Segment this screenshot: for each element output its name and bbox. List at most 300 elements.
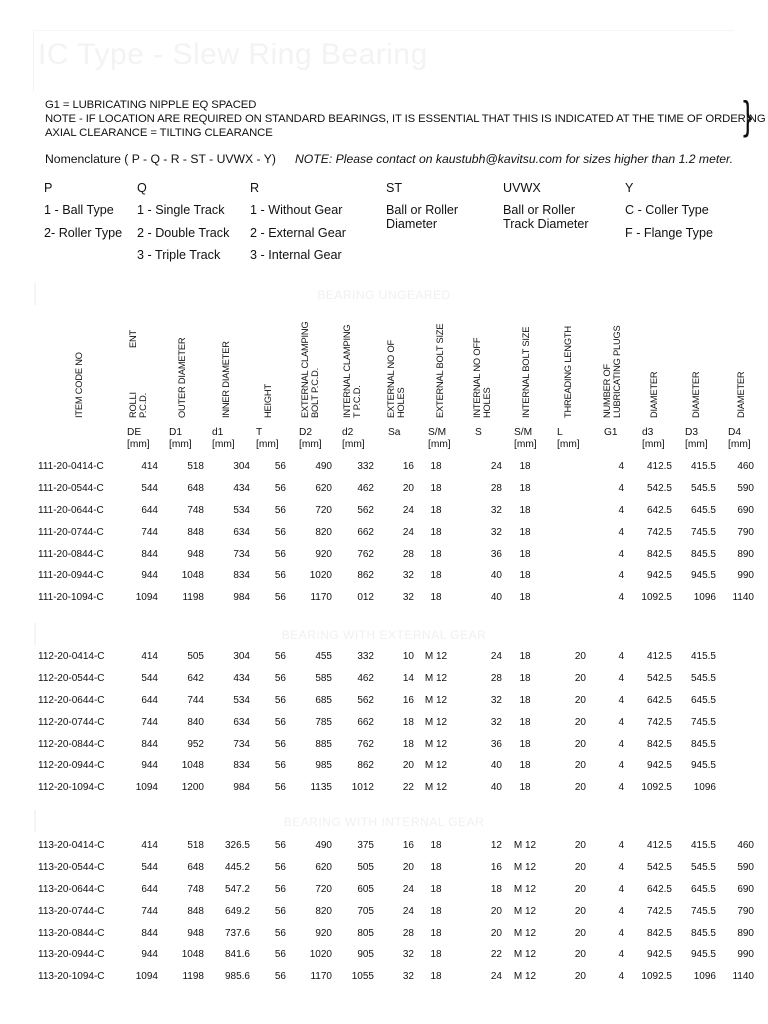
cell-ext-holes: 16 xyxy=(402,840,414,852)
cell-thread-length: 20 xyxy=(574,840,586,852)
cell-outer-diameter: 840 xyxy=(187,716,204,728)
cell-rolling-pcd: 644 xyxy=(141,883,158,895)
cell-thread-length: 20 xyxy=(574,971,586,983)
cell-ext-holes: 28 xyxy=(402,927,414,939)
cell-ext-bolt: 18 xyxy=(430,927,442,939)
cell-outer-diameter: 744 xyxy=(187,694,204,706)
unit-g1: G1 xyxy=(604,427,618,438)
cell-int-holes: 40 xyxy=(490,570,502,582)
cell-int-clamp-pcd: 1012 xyxy=(351,782,374,794)
table-row xyxy=(38,835,756,857)
cell-lub-plugs: 4 xyxy=(618,971,624,983)
cell-rolling-pcd: 414 xyxy=(141,651,158,663)
table-row xyxy=(38,922,756,944)
header-lub-2: LUBRICATING PLUGS xyxy=(612,325,622,418)
cell-ext-clamp-pcd: 1135 xyxy=(310,782,332,794)
cell-D4 xyxy=(718,711,756,733)
cell-lub-plugs: 4 xyxy=(618,905,624,917)
section-title-internal-gear: BEARING WITH INTERNAL GEAR xyxy=(283,815,485,829)
cell-height: 56 xyxy=(274,483,286,495)
cell-int-bolt: M 12 xyxy=(513,905,537,917)
cell-inner-diameter: 445.2 xyxy=(224,862,250,874)
cell-D3: 545.5 xyxy=(690,862,716,874)
cell-inner-diameter: 634 xyxy=(233,716,250,728)
header-ext-clamp-2: BOLT P.C.D. xyxy=(310,368,320,418)
cell-ext-bolt: 18 xyxy=(430,862,442,874)
cell-ext-clamp-pcd: 820 xyxy=(315,905,332,917)
cell-thread-length xyxy=(548,456,586,478)
unit-l: L [mm] xyxy=(557,427,580,450)
cell-int-clamp-pcd: 1055 xyxy=(351,971,374,983)
cell-inner-diameter: 304 xyxy=(233,651,250,663)
cell-rolling-pcd: 544 xyxy=(141,483,158,495)
cell-int-bolt: 18 xyxy=(519,760,531,772)
cell-inner-diameter: 434 xyxy=(233,673,250,685)
cell-ext-clamp-pcd: 685 xyxy=(315,694,332,706)
cell-int-bolt: 18 xyxy=(519,526,531,538)
header-int-clamp-1: INTERNAL CLAMPING xyxy=(342,324,352,418)
cell-ext-clamp-pcd: 1170 xyxy=(310,971,332,983)
cell-D3: 945.5 xyxy=(690,760,716,772)
cell-D3: 415.5 xyxy=(690,651,716,663)
code-item: 3 - Internal Gear xyxy=(250,248,342,262)
cell-ext-clamp-pcd: 455 xyxy=(315,651,332,663)
cell-thread-length: 20 xyxy=(574,927,586,939)
cell-D3: 1096 xyxy=(693,782,716,794)
code-col-p xyxy=(44,181,139,248)
cell-int-clamp-pcd: 705 xyxy=(357,905,374,917)
unit-D4: D4 [mm] xyxy=(728,427,751,450)
cell-outer-diameter: 1198 xyxy=(182,971,204,983)
cell-inner-diameter: 737.6 xyxy=(224,927,250,939)
cell-outer-diameter: 748 xyxy=(187,883,204,895)
cell-item-code: 112-20-0544-C xyxy=(38,673,105,685)
cell-rolling-pcd: 944 xyxy=(141,570,158,582)
cell-lub-plugs: 4 xyxy=(618,570,624,582)
header-item-code: ITEM CODE NO xyxy=(74,352,84,418)
table-row xyxy=(38,543,756,565)
cell-lub-plugs: 4 xyxy=(618,483,624,495)
cell-int-holes: 24 xyxy=(490,461,502,473)
cell-D4: 790 xyxy=(737,905,754,917)
table-row xyxy=(38,879,756,901)
header-rolling-c: P.C.D. xyxy=(138,393,148,418)
cell-d3: 942.5 xyxy=(646,570,672,582)
table-row xyxy=(38,456,756,478)
cell-ext-clamp-pcd: 820 xyxy=(315,526,332,538)
cell-D4: 460 xyxy=(737,840,754,852)
cell-int-holes: 32 xyxy=(490,504,502,516)
cell-d3: 642.5 xyxy=(646,883,672,895)
table-row xyxy=(38,668,756,690)
cell-D3: 1096 xyxy=(693,971,716,983)
cell-item-code: 111-20-1094-C xyxy=(38,592,104,604)
cell-lub-plugs: 4 xyxy=(618,782,624,794)
cell-ext-holes: 24 xyxy=(402,504,414,516)
cell-d3: 842.5 xyxy=(646,548,672,560)
cell-outer-diameter: 1048 xyxy=(181,570,204,582)
cell-ext-clamp-pcd: 985 xyxy=(315,760,332,772)
cell-lub-plugs: 4 xyxy=(618,461,624,473)
cell-int-holes: 40 xyxy=(490,782,502,794)
cell-inner-diameter: 734 xyxy=(233,738,250,750)
cell-height: 56 xyxy=(274,651,286,663)
cell-rolling-pcd: 844 xyxy=(141,548,158,560)
cell-thread-length: 20 xyxy=(574,738,586,750)
cell-D3: 845.5 xyxy=(690,738,716,750)
cell-int-bolt: 18 xyxy=(519,461,531,473)
table-row xyxy=(38,646,756,668)
cell-D3: 645.5 xyxy=(690,883,716,895)
cell-int-holes: 32 xyxy=(490,716,502,728)
unit-d1-inner: d1 [mm] xyxy=(212,427,235,450)
cell-height: 56 xyxy=(274,905,286,917)
table-row xyxy=(38,521,756,543)
table-row xyxy=(38,966,756,988)
cell-D4: 590 xyxy=(737,862,754,874)
cell-int-clamp-pcd: 562 xyxy=(357,504,374,516)
header-int-bolt: INTERNAL BOLT SIZE xyxy=(521,326,531,418)
cell-d3: 842.5 xyxy=(646,927,672,939)
cell-D4 xyxy=(718,733,756,755)
cell-ext-bolt: 18 xyxy=(430,840,442,852)
cell-int-holes: 28 xyxy=(490,673,502,685)
cell-int-holes: 18 xyxy=(490,883,502,895)
cell-inner-diameter: 326.5 xyxy=(224,840,250,852)
unit-d2-int: d2 [mm] xyxy=(342,427,365,450)
cell-D3: 1096 xyxy=(693,592,716,604)
header-int-holes-2: HOLES xyxy=(482,387,492,418)
cell-thread-length: 20 xyxy=(574,694,586,706)
cell-height: 56 xyxy=(274,461,286,473)
code-head: R xyxy=(250,181,260,195)
cell-d3: 742.5 xyxy=(646,716,672,728)
cell-int-bolt: 18 xyxy=(519,651,531,663)
cell-int-clamp-pcd: 905 xyxy=(357,949,374,961)
unit-sm-int: S/M [mm] xyxy=(514,427,537,450)
code-col-uvwx xyxy=(503,181,603,231)
cell-ext-bolt: M 12 xyxy=(424,694,448,706)
cell-item-code: 113-20-0744-C xyxy=(38,905,105,917)
cell-item-code: 113-20-0414-C xyxy=(38,840,105,852)
cell-lub-plugs: 4 xyxy=(618,862,624,874)
code-col-st xyxy=(386,181,481,231)
cell-rolling-pcd: 1094 xyxy=(135,592,158,604)
cell-int-bolt: M 12 xyxy=(513,862,537,874)
cell-D3: 545.5 xyxy=(690,483,716,495)
unit-de: DE [mm] xyxy=(127,427,150,450)
cell-int-clamp-pcd: 332 xyxy=(357,461,374,473)
cell-thread-length: 20 xyxy=(574,782,586,794)
table-row xyxy=(38,690,756,712)
header-ext-bolt: EXTERNAL BOLT SIZE xyxy=(435,323,445,418)
cell-outer-diameter: 948 xyxy=(187,548,204,560)
cell-item-code: 113-20-0644-C xyxy=(38,883,105,895)
table-row xyxy=(38,944,756,966)
cell-int-bolt: M 12 xyxy=(513,971,537,983)
unit-D3: D3 [mm] xyxy=(685,427,708,450)
code-item: 3 - Triple Track xyxy=(137,248,221,262)
cell-outer-diameter: 518 xyxy=(187,840,204,852)
cell-lub-plugs: 4 xyxy=(618,949,624,961)
cell-ext-bolt: 18 xyxy=(430,905,442,917)
cell-inner-diameter: 985.6 xyxy=(224,971,250,983)
cell-d3: 542.5 xyxy=(646,673,672,685)
code-item: 2 - External Gear xyxy=(250,225,346,240)
cell-lub-plugs: 4 xyxy=(618,760,624,772)
cell-D4 xyxy=(718,646,756,668)
cell-item-code: 113-20-0544-C xyxy=(38,862,105,874)
cell-ext-holes: 28 xyxy=(402,548,414,560)
cell-outer-diameter: 848 xyxy=(187,526,204,538)
cell-ext-bolt: 18 xyxy=(430,949,442,961)
cell-int-holes: 20 xyxy=(490,927,502,939)
cell-rolling-pcd: 1094 xyxy=(135,782,158,794)
cell-rolling-pcd: 744 xyxy=(141,905,158,917)
cell-int-clamp-pcd: 332 xyxy=(357,651,374,663)
code-head: Y xyxy=(625,181,634,195)
cell-int-holes: 16 xyxy=(490,862,502,874)
cell-ext-holes: 20 xyxy=(402,483,414,495)
header-rolling-b: ROLLI xyxy=(128,392,138,418)
note-lubricating: G1 = LUBRICATING NIPPLE EQ SPACED xyxy=(45,99,257,111)
cell-item-code: 111-20-0744-C xyxy=(38,526,104,538)
cell-D4: 990 xyxy=(737,949,754,961)
cell-inner-diameter: 649.2 xyxy=(224,905,250,917)
cell-item-code: 112-20-0944-C xyxy=(38,760,105,772)
header-lub-1: NUMBER OF xyxy=(602,364,612,418)
unit-s: S xyxy=(475,427,482,438)
cell-rolling-pcd: 1094 xyxy=(135,971,158,983)
cell-height: 56 xyxy=(274,760,286,772)
unit-sm-ext: S/M [mm] xyxy=(428,427,451,450)
cell-ext-holes: 20 xyxy=(402,862,414,874)
cell-ext-holes: 24 xyxy=(402,905,414,917)
cell-ext-bolt: M 12 xyxy=(424,782,448,794)
cell-ext-clamp-pcd: 490 xyxy=(315,840,332,852)
cell-lub-plugs: 4 xyxy=(618,738,624,750)
cell-ext-holes: 18 xyxy=(402,738,414,750)
cell-D4: 890 xyxy=(737,548,754,560)
cell-int-clamp-pcd: 862 xyxy=(357,760,374,772)
code-head: ST xyxy=(386,181,403,195)
table-row xyxy=(38,711,756,733)
header-D3: DIAMETER xyxy=(691,371,701,418)
unit-t: T [mm] xyxy=(256,427,279,450)
cell-D3: 945.5 xyxy=(690,570,716,582)
cell-D4: 690 xyxy=(737,883,754,895)
cell-thread-length: 20 xyxy=(574,760,586,772)
header-rolling-a: ENT xyxy=(128,330,138,348)
cell-D3: 545.5 xyxy=(690,673,716,685)
cell-int-clamp-pcd: 862 xyxy=(357,570,374,582)
cell-int-holes: 32 xyxy=(490,694,502,706)
cell-int-clamp-pcd: 012 xyxy=(357,592,374,604)
cell-ext-holes: 32 xyxy=(402,971,414,983)
cell-ext-bolt: 18 xyxy=(430,592,442,604)
cell-height: 56 xyxy=(274,570,286,582)
cell-D4 xyxy=(718,755,756,777)
cell-height: 56 xyxy=(274,738,286,750)
page-title: IC Type - Slew Ring Bearing xyxy=(38,38,428,71)
cell-d3: 642.5 xyxy=(646,504,672,516)
cell-ext-clamp-pcd: 1170 xyxy=(310,592,332,604)
cell-int-clamp-pcd: 562 xyxy=(357,694,374,706)
unit-d3: d3 [mm] xyxy=(642,427,665,450)
cell-D4: 590 xyxy=(737,483,754,495)
cell-d3: 412.5 xyxy=(646,840,672,852)
cell-thread-length: 20 xyxy=(574,673,586,685)
cell-ext-holes: 24 xyxy=(402,883,414,895)
cell-D3: 845.5 xyxy=(690,927,716,939)
cell-height: 56 xyxy=(274,949,286,961)
cell-int-holes: 32 xyxy=(490,526,502,538)
cell-thread-length: 20 xyxy=(574,862,586,874)
cell-D3: 745.5 xyxy=(690,905,716,917)
cell-int-bolt: M 12 xyxy=(513,949,537,961)
cell-height: 56 xyxy=(274,526,286,538)
code-col-q xyxy=(137,181,247,271)
cell-int-bolt: 18 xyxy=(519,592,531,604)
cell-item-code: 112-20-0844-C xyxy=(38,738,105,750)
cell-ext-bolt: 18 xyxy=(430,461,442,473)
section-title-ungeared: BEARING UNGEARED xyxy=(317,288,451,302)
cell-height: 56 xyxy=(274,592,286,604)
cell-d3: 942.5 xyxy=(646,949,672,961)
cell-ext-clamp-pcd: 785 xyxy=(315,716,332,728)
cell-height: 56 xyxy=(274,840,286,852)
brace: } xyxy=(743,94,753,138)
cell-thread-length: 20 xyxy=(574,651,586,663)
cell-lub-plugs: 4 xyxy=(618,592,624,604)
cell-int-bolt: 18 xyxy=(519,483,531,495)
code-head: Q xyxy=(137,181,147,195)
cell-rolling-pcd: 544 xyxy=(141,862,158,874)
cell-inner-diameter: 834 xyxy=(233,570,250,582)
cell-D3: 945.5 xyxy=(690,949,716,961)
table-external-gear xyxy=(38,646,756,799)
cell-item-code: 112-20-0414-C xyxy=(38,651,105,663)
cell-inner-diameter: 634 xyxy=(233,526,250,538)
code-item: Ball or Roller Track Diameter xyxy=(503,203,589,231)
cell-int-clamp-pcd: 505 xyxy=(357,862,374,874)
cell-d3: 542.5 xyxy=(646,862,672,874)
cell-item-code: 113-20-1094-C xyxy=(38,971,105,983)
code-head: P xyxy=(44,181,53,195)
cell-int-clamp-pcd: 462 xyxy=(357,673,374,685)
cell-int-clamp-pcd: 762 xyxy=(357,738,374,750)
cell-int-holes: 40 xyxy=(490,592,502,604)
cell-int-clamp-pcd: 662 xyxy=(357,526,374,538)
table-row xyxy=(38,478,756,500)
header-thread-length: THREADING LENGTH xyxy=(563,326,573,418)
cell-thread-length: 20 xyxy=(574,716,586,728)
cell-outer-diameter: 1048 xyxy=(181,949,204,961)
code-item: Ball or Roller Diameter xyxy=(386,203,459,231)
cell-int-holes: 28 xyxy=(490,483,502,495)
cell-ext-bolt: M 12 xyxy=(424,760,448,772)
cell-D4: 790 xyxy=(737,526,754,538)
table-ungeared xyxy=(38,456,756,609)
cell-item-code: 112-20-1094-C xyxy=(38,782,105,794)
unit-d1-outer: D1 [mm] xyxy=(169,427,192,450)
cell-d3: 942.5 xyxy=(646,760,672,772)
cell-int-bolt: 18 xyxy=(519,548,531,560)
cell-outer-diameter: 948 xyxy=(187,927,204,939)
cell-ext-bolt: 18 xyxy=(430,883,442,895)
code-col-r xyxy=(250,181,370,271)
cell-thread-length xyxy=(548,478,586,500)
note-clearance: AXIAL CLEARANCE = TILTING CLEARANCE xyxy=(45,127,273,139)
cell-outer-diameter: 1198 xyxy=(182,592,204,604)
cell-outer-diameter: 505 xyxy=(187,651,204,663)
cell-inner-diameter: 534 xyxy=(233,504,250,516)
cell-ext-clamp-pcd: 490 xyxy=(315,461,332,473)
cell-D4: 1140 xyxy=(732,592,754,604)
cell-thread-length xyxy=(548,500,586,522)
cell-rolling-pcd: 544 xyxy=(141,673,158,685)
cell-D4 xyxy=(718,690,756,712)
header-D4: DIAMETER xyxy=(736,371,746,418)
cell-inner-diameter: 734 xyxy=(233,548,250,560)
cell-item-code: 111-20-0644-C xyxy=(38,504,104,516)
cell-int-clamp-pcd: 662 xyxy=(357,716,374,728)
cell-lub-plugs: 4 xyxy=(618,694,624,706)
cell-ext-clamp-pcd: 720 xyxy=(315,504,332,516)
cell-ext-bolt: 18 xyxy=(430,570,442,582)
cell-D3: 645.5 xyxy=(690,504,716,516)
code-item: 1 - Ball Type xyxy=(44,203,114,217)
cell-D4: 690 xyxy=(737,504,754,516)
cell-ext-clamp-pcd: 920 xyxy=(315,927,332,939)
cell-ext-clamp-pcd: 920 xyxy=(315,548,332,560)
cell-rolling-pcd: 644 xyxy=(141,504,158,516)
section-title-external-gear: BEARING WITH EXTERNAL GEAR xyxy=(281,628,487,642)
cell-d3: 842.5 xyxy=(646,738,672,750)
cell-outer-diameter: 848 xyxy=(187,905,204,917)
cell-int-holes: 24 xyxy=(490,651,502,663)
cell-lub-plugs: 4 xyxy=(618,526,624,538)
cell-ext-bolt: M 12 xyxy=(424,738,448,750)
cell-ext-holes: 32 xyxy=(402,949,414,961)
cell-lub-plugs: 4 xyxy=(618,883,624,895)
header-ext-holes-2: HOLES xyxy=(396,387,406,418)
cell-inner-diameter: 984 xyxy=(233,782,250,794)
cell-ext-bolt: M 12 xyxy=(424,716,448,728)
cell-thread-length xyxy=(548,565,586,587)
cell-height: 56 xyxy=(274,927,286,939)
cell-outer-diameter: 1200 xyxy=(181,782,204,794)
header-inner-diameter: INNER DIAMETER xyxy=(221,341,231,418)
cell-item-code: 111-20-0844-C xyxy=(38,548,104,560)
nomenclature: Nomenclature ( P - Q - R - ST - UVWX - Y) xyxy=(45,152,276,166)
cell-thread-length: 20 xyxy=(574,883,586,895)
cell-item-code: 111-20-0414-C xyxy=(38,461,104,473)
cell-item-code: 111-20-0544-C xyxy=(38,483,104,495)
nomenclature-note: NOTE: Please contact on kaustubh@kavitsu.com for sizes higher than 1.2 meter. xyxy=(295,152,734,166)
cell-ext-bolt: 18 xyxy=(430,526,442,538)
cell-rolling-pcd: 944 xyxy=(141,760,158,772)
cell-rolling-pcd: 844 xyxy=(141,738,158,750)
cell-ext-holes: 24 xyxy=(402,526,414,538)
cell-ext-bolt: 18 xyxy=(430,548,442,560)
cell-ext-holes: 16 xyxy=(402,461,414,473)
cell-lub-plugs: 4 xyxy=(618,548,624,560)
cell-d3: 1092.5 xyxy=(641,782,672,794)
cell-ext-holes: 22 xyxy=(402,782,414,794)
header-int-clamp-2: T P.C.D. xyxy=(352,385,362,418)
cell-int-bolt: 18 xyxy=(519,716,531,728)
